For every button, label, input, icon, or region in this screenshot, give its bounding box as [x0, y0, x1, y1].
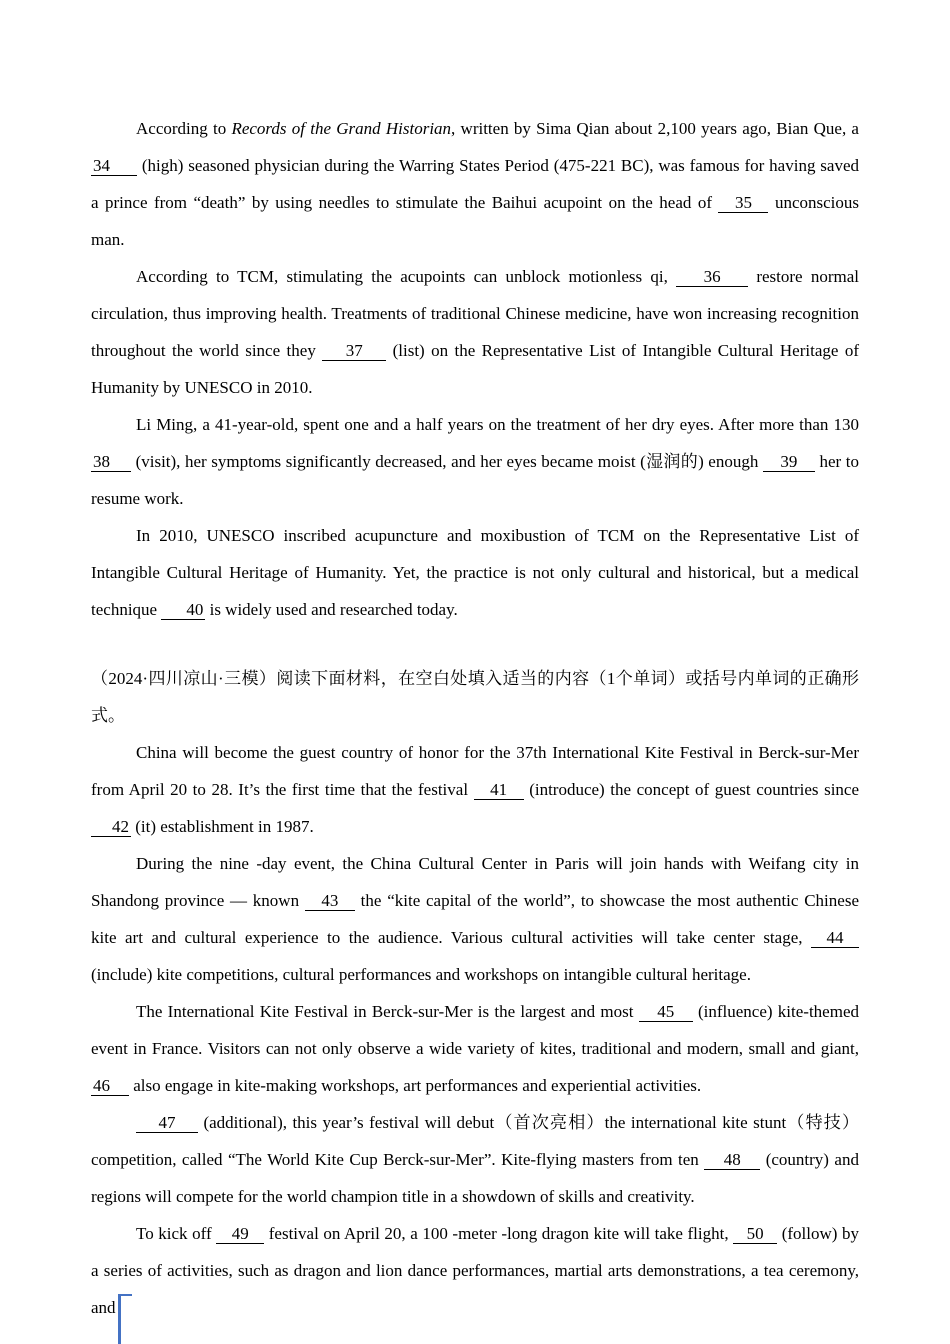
text-run: Records of the Grand Historian — [231, 119, 452, 138]
blank-38: 38 — [91, 452, 131, 472]
document-body — [91, 110, 859, 1326]
blank-35: 35 — [718, 193, 768, 213]
text-run: festival on April 20, a 100 -meter -long dragon kite will take flight, — [264, 1224, 734, 1243]
text-run: unconscious man. — [91, 193, 859, 249]
para-bianque — [91, 110, 859, 258]
para-kickoff — [91, 1215, 859, 1326]
para-unesco — [91, 517, 859, 628]
blank-48: 48 — [704, 1150, 760, 1170]
blank-43: 43 — [305, 891, 355, 911]
text-run: (influence) kite-themed event in France. Visitors can not only observe a wide variety of kites, traditional and modern, small and giant, — [91, 1002, 859, 1058]
text-run: To kick off — [136, 1224, 217, 1243]
para-kite-intro — [91, 734, 859, 845]
text-run: (list) on the Representative List of Intangible Cultural Heritage of Humanity by UNESCO in 2010. — [91, 341, 859, 397]
blank-42: 42 — [91, 817, 131, 837]
page-artifact-blue-border — [118, 1294, 132, 1344]
blank-39: 39 — [763, 452, 815, 472]
blank-49: 49 — [216, 1224, 264, 1244]
text-run: According to — [136, 119, 232, 138]
text-run: (introduce) the concept of guest countries since — [523, 780, 860, 799]
blank-34: 34 — [91, 156, 137, 176]
blank-50: 50 — [733, 1224, 777, 1244]
blank-45: 45 — [639, 1002, 693, 1022]
para-liming — [91, 406, 859, 517]
section-prompt — [91, 660, 859, 734]
text-run: During the nine -day event, the China Cultural Center in Paris will join hands with Weifang city in Shandong province — known — [91, 854, 859, 910]
text-run: restore normal circulation, thus improving health. Treatments of traditional Chinese medicine, have won increasing recognition throughout the world since they — [91, 267, 859, 360]
text-run: , written by Sima Qian about 2,100 years ago, Bian Que, a — [451, 119, 859, 138]
blank-46: 46 — [91, 1076, 129, 1096]
text-run: (additional), this year’s festival will debut（首次亮相）the international kite stunt（特技）competition, called “The World Kite Cup Berck-sur-Mer”. Kite-flying masters from ten — [91, 1113, 859, 1169]
text-run: is widely used and researched today. — [205, 600, 458, 619]
text-run: her to resume work. — [91, 452, 859, 508]
text-run: (follow) by a series of activities, such as dragon and lion dance performances, martial arts demonstrations, a tea ceremony, and — [91, 1224, 860, 1317]
para-largest — [91, 993, 859, 1104]
blank-40: 40 — [161, 600, 205, 620]
text-run: The International Kite Festival in Berck-sur-Mer is the largest and most — [136, 1002, 639, 1021]
para-tcm — [91, 258, 859, 406]
blank-47: 47 — [136, 1113, 198, 1133]
text-run: (high) seasoned physician during the Warring States Period (475-221 BC), was famous for having saved a prince from “death” by using needles to stimulate the Baihui acupoint on the head of — [91, 156, 859, 212]
text-run: (it) establishment in 1987. — [131, 817, 314, 836]
blank-44: 44 — [811, 928, 859, 948]
text-run: According to TCM, stimulating the acupoints can unblock motionless qi, — [136, 267, 677, 286]
text-run: （2024·四川凉山·三模）阅读下面材料，在空白处填入适当的内容（1个单词）或括号内单词的正确形式。 — [91, 669, 859, 725]
text-run: (visit), her symptoms significantly decreased, and her eyes became moist (湿润的) enough — [131, 452, 763, 471]
blank-37: 37 — [322, 341, 386, 361]
blank-41: 41 — [474, 780, 524, 800]
text-run: (country) and regions will compete for the world champion title in a showdown of skills and creativity. — [91, 1150, 859, 1206]
blank-36: 36 — [676, 267, 748, 287]
para-nine-day — [91, 845, 859, 993]
text-run: China will become the guest country of honor for the 37th International Kite Festival in Berck-sur-Mer from April 20 to 28. It’s the first time that the festival — [91, 743, 859, 799]
text-run: (include) kite competitions, cultural performances and workshops on intangible cultural heritage. — [91, 965, 751, 984]
text-run: In 2010, UNESCO inscribed acupuncture and moxibustion of TCM on the Representative List of Intangible Cultural Heritage of Humanity. Yet, the practice is not only cultural and historical, but a medical technique — [91, 526, 859, 619]
text-run: Li Ming, a 41-year-old, spent one and a half years on the treatment of her dry eyes. After more than 130 — [136, 415, 859, 434]
text-run: the “kite capital of the world”, to showcase the most authentic Chinese kite art and cultural experience to the audience. Various cultural activities will take center stage, — [91, 891, 859, 947]
text-run: also engage in kite-making workshops, art performances and experiential activities. — [129, 1076, 702, 1095]
para-additional — [91, 1104, 859, 1215]
